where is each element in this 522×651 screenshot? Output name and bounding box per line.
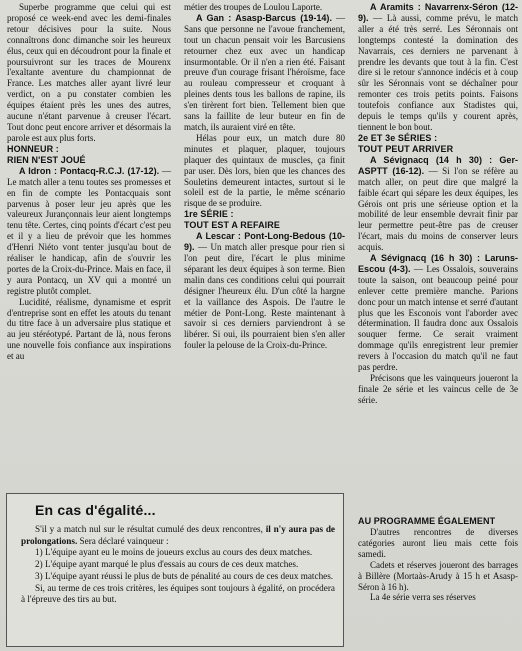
- match-paragraph-sevignacq-2: [358, 253, 518, 373]
- section-heading-1re-serie: 1re SÉRIE :: [184, 209, 234, 220]
- egalite-rule-3: 3) L'équipe ayant réussi le plus de buts de pénalité au cours de ces deux matches.: [35, 570, 334, 581]
- section-heading-honneur: HONNEUR :: [7, 143, 59, 154]
- column-right: [358, 2, 518, 406]
- match-text-aramits: — Là aussi, comme prévu, le match aller a été très serré. Les Séronnais ont longtemps contesté la domination des Navarrais, ces derniers ne parvenant à prendre les devants que tout à la fin. C'est dire si le retour s'annonce indécis et à coup sûr les Séronnais vont se déchaîner pour remonter ces trois petits points. Faisons toutefois confiance aux Stadistes qui, depuis le temps qu'ils y courent après, tiennent le bon bout.: [358, 12, 518, 132]
- section-subheading-tout-est-a-refaire: TOUT EST A REFAIRE: [184, 220, 280, 231]
- match-paragraph-sevignacq-1: [358, 155, 518, 253]
- match-paragraph-lescar: [184, 231, 345, 351]
- paragraph-cadets: Cadets et réserves joueront des barrages à Billère (Mortaàs-Arudy à 15 h et Asasp-Séron à 16 h).: [358, 559, 518, 592]
- paragraph-precisons: Précisons que les vainqueurs joueront la finale 2e série et les vaincus celle de 3e série.: [358, 373, 518, 405]
- match-paragraph-gan: [184, 13, 345, 133]
- egalite-rule-2: 2) L'équipe ayant marqué le plus d'essais au cours de ces deux matches.: [35, 559, 299, 570]
- section-heading-au-programme: AU PROGRAMME ÉGALEMENT: [358, 516, 496, 526]
- match-text-gan: — Sans que personne ne l'avoue franchement, tout un chacun pensait voir les Barcusiens retourner chez eux avec un handicap insurmontable. Or il n'en a rien été. Faisant preuve d'un courage frisant l'héroïsme, face au rouleau compresseur et croquant à pleines dents tous les ballons de rapine, ils s'en tirèrent fort bien. Tellement bien que sans la faillite de leur buteur en fin de match, ils auraient viré en tête.: [184, 12, 346, 132]
- match-text-sevignacq-1: — Si l'on se réfère au match aller, on peut dire que malgré la faible écart qui sépare les deux équipes, les Gérois ont pris une sérieuse option et la mobilité de leur ensemble devrait finir par leur permettre peut-être pas de creuser l'écart, mais du moins de conserver leurs acquis.: [358, 165, 518, 253]
- egalite-no-prolongation: il n'y aura pas de prolongations.: [21, 524, 336, 546]
- match-head-sevignacq-2: A Sévignacq (16 h 30) : Laruns-Escou (4-3).: [358, 253, 518, 274]
- section-heading-2e-3e-series: 2e ET 3e SÉRIES :: [358, 132, 438, 143]
- egalite-final: Si, au terme de ces trois critères, les équipes sont toujours à égalité, on procédera à l'épreuve des tirs au but.: [21, 582, 335, 605]
- match-head-sevignacq-1: A Sévignacq (14 h 30) : Ger-ASPTT (16-12).: [358, 154, 518, 176]
- match-text-sevignacq-2: — Les Ossalois, souverains toute la saison, ont beaucoup peiné pour enlever cette première manche. Parions donc pour un match intense et serré d'autant plus que les Esconois vont l'aborder avec détermination. Il faudra donc aux Ossalois souquer ferme. Ce serait vraiment dommage qu'ils enregistrent leur premier revers à l'occasion du match qu'il ne faut pas perdre.: [358, 263, 518, 373]
- match-head-idron: A Idron : Pontacq-R.C.J. (17-12).: [19, 165, 160, 176]
- egalite-rule-1: 1) L'équipe ayant eu le moins de joueurs exclus au cours des deux matches.: [35, 547, 313, 558]
- match-text-lescar: — Un match aller presque pour rien si l'on peut dire, l'écart le plus minime séparant les deux équipes à son terme. Bien malin dans ces conditions celui qui pourrait désigner l'heureux élu. D'un côté la hargne et la vaillance des Aspois. De l'autre le métier de Pont-Long. Reste maintenant à savoir si ces derniers parviendront à se libérer. Si oui, ils pourraient bien s'en aller fouler la pelouse de la Croix-du-Prince.: [184, 242, 345, 351]
- column-middle: [184, 2, 345, 351]
- section-subheading-tout-peut-arriver: TOUT PEUT ARRIVER: [358, 143, 454, 154]
- section-subheading-rien-nest-joue: RIEN N'EST JOUÉ: [7, 154, 86, 165]
- paragraph-dautres-rencontres: D'autres rencontres de diverses catégories auront lieu mais cette fois samedi.: [358, 527, 518, 559]
- intro-paragraph: Superbe programme que celui qui est proposé ce week-end avec les demi-finales retour décisives pour la suite. Nous connaîtrons donc dimanche soir les heureux élus, ceux qui en découdront pour la finale et poursuivront sur les traces de Mourenx l'exaltante aventure du championnat de France. Les matches aller ayant livré leur verdict, on a pu constater combien les équipes étaient près les unes des autres, aucune n'étant parvenue à creuser l'écart. Tout donc peut encore arriver et désormais la parole est aux plus forts.: [7, 2, 171, 143]
- match-head-aramits: A Aramits : Navarrenx-Séron (12-9).: [358, 2, 518, 23]
- column-left: [7, 2, 171, 362]
- egalite-intro-text: S'il y a match nul sur le résultat cumulé des deux rencontres,: [35, 524, 266, 534]
- paragraph-helas: Hélas pour eux, un match dure 80 minutes et plaquer, plaquer, toujours plaquer des quintaux de muscles, ça finit par user. Dès lors, bien que les chances des Souletins demeurent intactes, surtout si le soleil est de la partie, le même scénario risque de se produire.: [184, 132, 345, 209]
- egalite-intro: [21, 524, 335, 547]
- match-head-lescar: A Lescar : Pont-Long-Bedous (10-9).: [184, 231, 345, 253]
- egalite-declare-text: Sera déclaré vainqueur :: [77, 535, 169, 546]
- column-right-bottom: [358, 516, 518, 603]
- match-text-idron: — Le match aller a tenu toutes ses promesses et en fin de compte les Pontacquais sont parvenus à poser leur jeu après que les valeureux Jurançonnais leur aient longtemps tenu tête. Certes, cinq points d'écart c'est peu et il y a lieu de prévoir que les hommes d'Henri Niéto vont tenter jusqu'au bout de réaliser le handicap, afin de s'ouvrir les portes de la Croix-du-Prince. Mais en face, il y aura Pontacq, un XV qui a montré un registre plutôt complet.: [7, 165, 171, 296]
- match-head-gan: A Gan : Asasp-Barcus (19-14).: [196, 12, 332, 23]
- paragraph-4e-serie: La 4e série verra ses réserves: [370, 592, 476, 603]
- paragraph-metier: métier des troupes de Loulou Laporte.: [184, 2, 323, 12]
- egalite-box: [6, 493, 344, 647]
- paragraph-lucidite: Lucidité, réalisme, dynamisme et esprit d'entreprise sont en effet les atouts du tenant du titre face à un adversaire plus statique et au jeu stéréotypé. Partant de là, nous ferons une nouvelle fois confiance aux inspirations et au: [7, 296, 171, 362]
- egalite-title: En cas d'égalité...: [35, 502, 156, 518]
- match-paragraph-aramits: [358, 2, 518, 133]
- egalite-body: [21, 524, 335, 606]
- match-paragraph-idron: [7, 166, 171, 297]
